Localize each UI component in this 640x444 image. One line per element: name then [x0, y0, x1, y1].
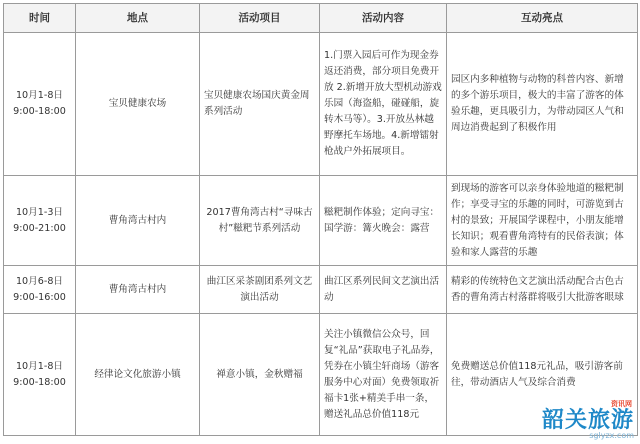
- row-content: 关注小镇微信公众号，回复“礼品”获取电子礼品券，凭券在小镇尘轩商场（游客服务中心对面）免费领取祈福卡1张+精美手串一条，赠送礼品总价值118元: [320, 314, 447, 436]
- row-place: 宝贝健康农场: [76, 33, 200, 176]
- table-header-row: [4, 4, 638, 33]
- header-time: 时间: [4, 4, 76, 33]
- row-project: 禅意小镇，金秋赠福: [200, 314, 320, 436]
- row-place: 曹角湾古村内: [76, 176, 200, 266]
- watermark-title: 韶关旅游: [541, 408, 634, 433]
- row-project: 宝贝健康农场国庆黄金周系列活动: [200, 33, 320, 176]
- watermark-tag: 资讯网: [611, 400, 632, 408]
- table-row: [4, 176, 638, 266]
- row-highlight: 园区内多种植物与动物的科普内容、新增的多个游乐项目，极大的丰富了游客的体验乐趣，更具吸引力，为带动园区人气和周边消费起到了积极作用: [447, 33, 638, 176]
- row-time: 10月1-8日 9:00-18:00: [4, 33, 76, 176]
- row-content: 曲江区系列民间文艺演出活动: [320, 266, 447, 314]
- row-project: 曲江区采茶剧团系列文艺演出活动: [200, 266, 320, 314]
- row-highlight: 到现场的游客可以亲身体验地道的糍粑制作；享受寻宝的乐趣的同时，可游览到古村的景致；开展国学课程中，小朋友能增长知识；观看曹角湾特有的民俗表演；体验和家人露营的乐趣: [447, 176, 638, 266]
- row-project: 2017曹角湾古村“寻味古村”糍粑节系列活动: [200, 176, 320, 266]
- header-content: 活动内容: [320, 4, 447, 33]
- row-place: 曹角湾古村内: [76, 266, 200, 314]
- row-time: 10月6-8日 9:00-16:00: [4, 266, 76, 314]
- watermark-url: sglyzx.com: [589, 431, 634, 440]
- row-content: 1.门票入园后可作为现金券返还消费，部分项目免费开放 2.新增开放大型机动游戏乐园（海盗船，碰碰船，旋转木马等）。3.开放丛林越野摩托车场地。4.新增镭射枪战户外拓展项目。: [320, 33, 447, 176]
- header-project: 活动项目: [200, 4, 320, 33]
- events-table: [3, 3, 638, 436]
- row-time: 10月1-8日 9:00-18:00: [4, 314, 76, 436]
- row-place: 经律论文化旅游小镇: [76, 314, 200, 436]
- row-highlight: 精彩的传统特色文艺演出活动配合古色古香的曹角湾古村落群将吸引大批游客眼球: [447, 266, 638, 314]
- table-row: [4, 33, 638, 176]
- header-highlight: 互动亮点: [447, 4, 638, 33]
- table-row: [4, 266, 638, 314]
- header-place: 地点: [76, 4, 200, 33]
- row-content: 糍粑制作体验；定向寻宝：国学游：篝火晚会：露营: [320, 176, 447, 266]
- row-highlight: 免费赠送总价值118元礼品，吸引游客前往，带动酒店人气及综合消费: [447, 314, 638, 436]
- row-time: 10月1-3日 9:00-21:00: [4, 176, 76, 266]
- table-row: [4, 314, 638, 436]
